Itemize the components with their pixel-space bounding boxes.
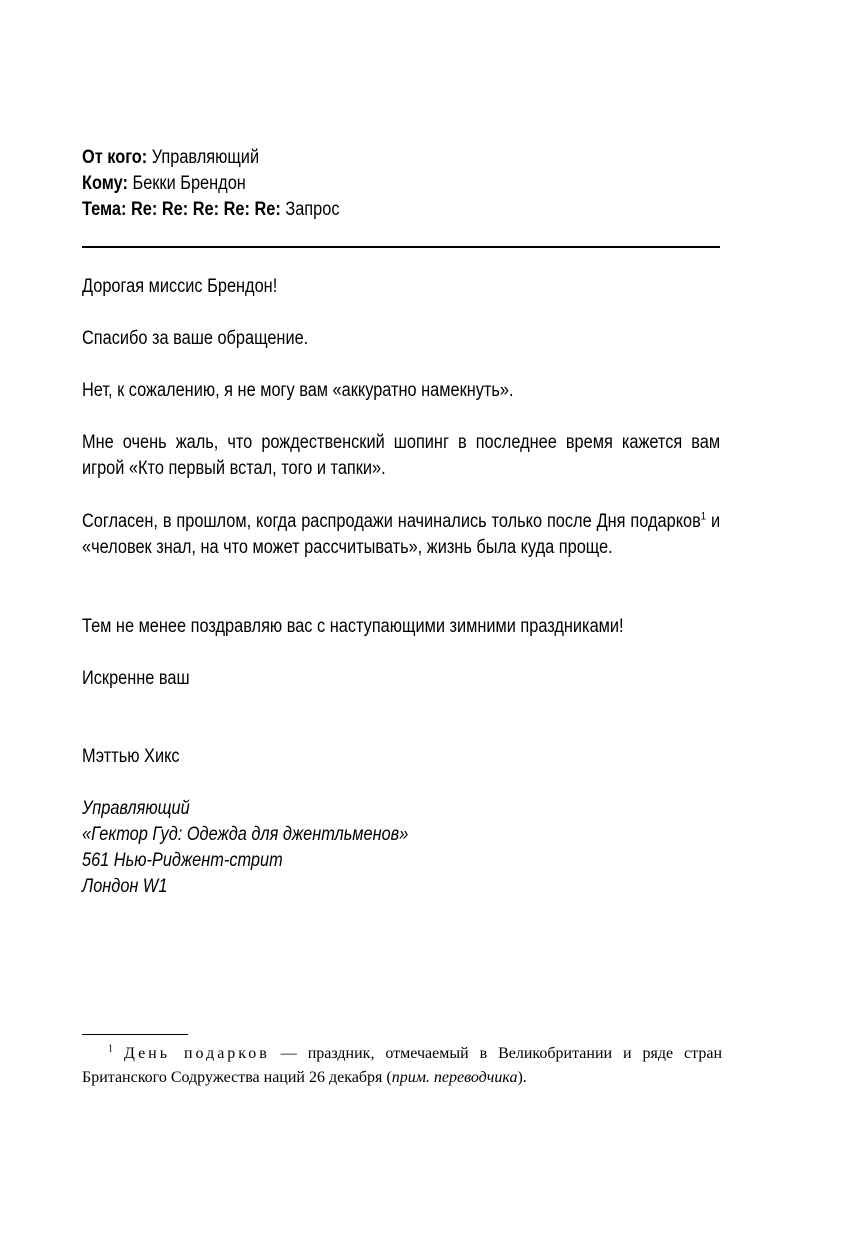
- to-label: Кому:: [82, 173, 128, 194]
- signature-name: Мэттью Хикс: [82, 746, 180, 767]
- signature-title: Управляющий: [82, 798, 190, 819]
- footnote-end: ).: [517, 1069, 527, 1086]
- from-label: От кого:: [82, 147, 148, 168]
- greeting: Дорогая миссис Брендон!: [82, 276, 278, 297]
- to-line: [82, 171, 339, 197]
- from-value: Управляющий: [151, 147, 260, 168]
- signature-city: Лондон W1: [82, 876, 168, 897]
- paragraph-thanks: Спасибо за ваше обращение.: [82, 328, 309, 349]
- footnote-divider: [82, 1034, 188, 1035]
- email-header: [82, 145, 339, 223]
- paragraph-agree-text-end: и «человек знал, на что может рассчитывать», жизнь была куда проще.: [82, 511, 721, 558]
- footnote: [82, 1042, 722, 1090]
- header-divider: [82, 246, 720, 248]
- subject-label: Тема: Re: Re: Re: Re: Re:: [82, 199, 281, 220]
- subject-line: [82, 197, 339, 223]
- closing: Искренне ваш: [82, 668, 190, 689]
- footnote-term: День подарков: [123, 1045, 270, 1062]
- footnote-text: — праздник, отмечаемый в Великобритании и ряде стран Британского Содружества наций 26 декабря (: [82, 1045, 723, 1086]
- signature-block: [82, 796, 408, 900]
- to-value: Бекки Брендон: [132, 173, 246, 194]
- footnote-marker: 1: [700, 510, 707, 523]
- signature-street: 561 Нью-Риджент-стрит: [82, 850, 283, 871]
- footnote-number: 1: [108, 1043, 113, 1055]
- paragraph-agree: [82, 509, 720, 561]
- paragraph-greetings: Тем не менее поздравляю вас с наступающими зимними праздниками!: [82, 616, 624, 637]
- from-line: [82, 145, 339, 171]
- paragraph-regret: Мне очень жаль, что рождественский шопинг в последнее время кажется вам игрой «Кто первый встал, того и тапки».: [82, 432, 721, 479]
- paragraph-agree-text-start: Согласен, в прошлом, когда распродажи начинались только после Дня подарков: [82, 511, 701, 532]
- subject-value: Запрос: [285, 199, 340, 220]
- paragraph-refusal: Нет, к сожалению, я не могу вам «аккуратно намекнуть».: [82, 380, 514, 401]
- signature-company: «Гектор Гуд: Одежда для джентльменов»: [82, 824, 409, 845]
- footnote-note: прим. переводчика: [391, 1069, 518, 1086]
